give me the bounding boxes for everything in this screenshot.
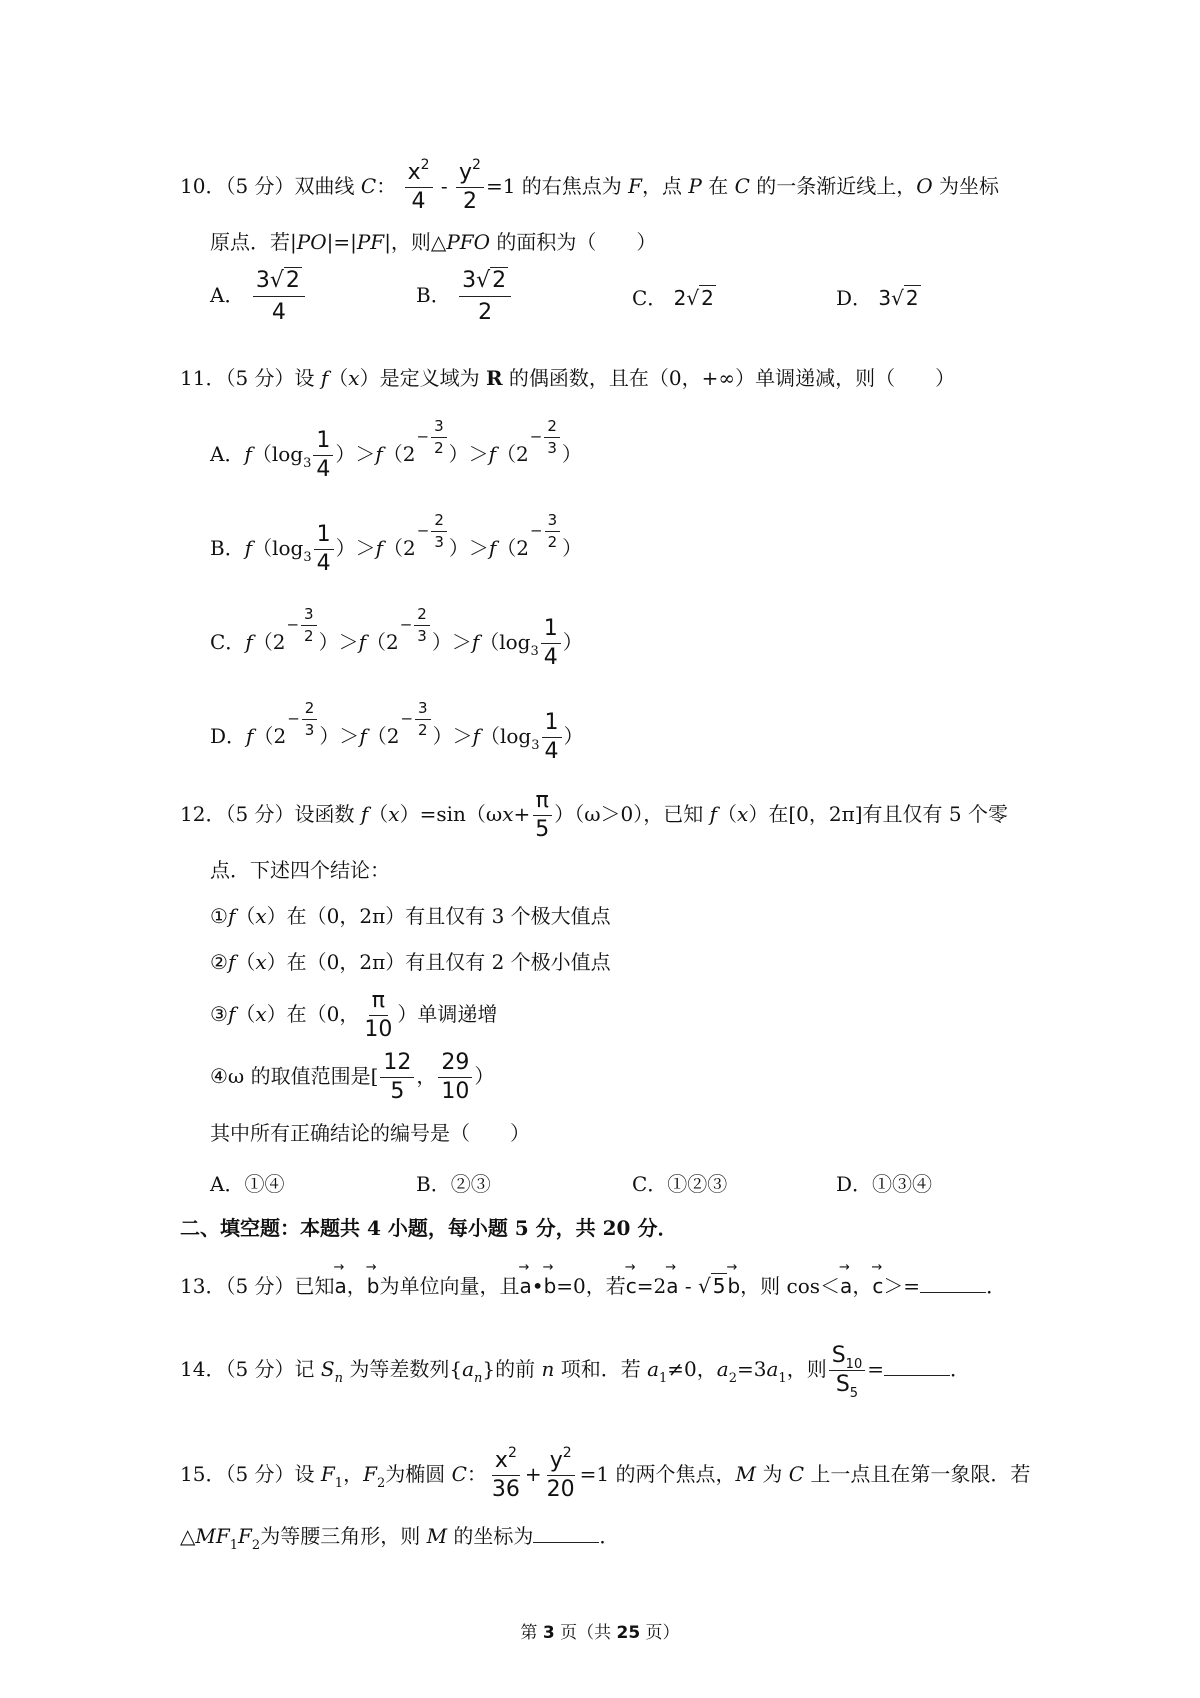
q12-option-c: C．①②③ — [632, 1172, 728, 1196]
q13-stem: 13．（5 分）已知→ a，→ b为单位向量，且→ a•→ b=0，若→ c=2→ a - √ 5→ b，则 cos＜→ a，→ c＞= ． — [180, 1272, 1006, 1296]
fraction: $\frac{3√2}{2}$ — [459, 268, 511, 325]
q12-conclusion-4: ④ω 的取值范围是[ $\frac{12}{5}$ ， $\frac{29}{10}$ ） — [210, 1050, 495, 1104]
fraction: $\frac{\pi}{5}$ — [532, 790, 552, 841]
fraction: $\frac{\pi}{10}$ — [364, 988, 393, 1042]
fraction: $\frac{1}{4}$ — [542, 712, 562, 763]
q15-stem-line2: $\triangle MF_1F_2$为等腰三角形，则 M 的坐标为 ． — [180, 1524, 620, 1553]
q10-stem-line2: 原点．若|PO|=|PF|，则△PFO 的面积为（ ） — [210, 230, 657, 254]
fraction: $\frac{29}{10}$ — [438, 1052, 472, 1103]
fraction: $\frac{1}{4}$ — [541, 618, 561, 669]
fraction: $\frac{y^2}{2}$ — [456, 162, 484, 213]
q10-stem: 10．（5 分）双曲线 C： $\frac{x^2}{4}$ - $\frac{y^2}{2}$ =1 的右焦点为 F，点 P 在 C 的一条渐近线上，O 为坐标 — [180, 157, 1000, 214]
q11-option-b: B．$f(\log_3$ $\frac{1}{4}$ ）＞f（2− $\frac{2}{3}$ ）＞f（2− $\frac{3}{2}$ ） — [210, 510, 583, 576]
q11-stem: 11．（5 分）设 f（x）是定义域为 R 的偶函数，且在（0，+∞）单调递减，则（ ） — [180, 366, 956, 390]
fraction: $\frac{x^2}{4}$ — [405, 162, 433, 213]
fraction: $\frac{x^2}{36}$ — [491, 1445, 520, 1502]
q11-option-d: D．f（2− $\frac{2}{3}$ ）＞f（2− $\frac{3}{2}$ ）$>f(\log_3$ $\frac{1}{4}$ ） — [210, 698, 584, 764]
page-number: 3 — [542, 1623, 555, 1643]
q10-option-c: C． 2√ 2 — [632, 286, 714, 310]
page-footer: 第 3 页（共 25 页） — [520, 1623, 680, 1643]
q11-option-a: A．$f(\log_3$ $\frac{1}{4}$ ）＞f（2− $\frac{3}{2}$ ）＞f（2− $\frac{2}{3}$ ） — [210, 416, 582, 482]
q14-stem: 14．（5 分）记 $S_n$ 为等差数列$\{a_n\}$的前 n 项和．若 $a_1\ne 0$，$a_2=3a_1$，则 $\frac{S_{10}}{S_5}$ = ． — [180, 1343, 970, 1401]
q10-option-d: D． 3√ 2 — [836, 286, 919, 310]
answer-blank[interactable] — [920, 1272, 986, 1293]
answer-blank[interactable] — [884, 1355, 950, 1376]
fraction: $\frac{12}{5}$ — [380, 1052, 414, 1103]
q15-stem: 15．（5 分）设 $F_1$，$F_2$为椭圆 C： $\frac{x^2}{36}$ + $\frac{y^2}{20}$ =1 的两个焦点，M 为 C 上一点且在第一象限．若 — [180, 1445, 1031, 1502]
q12-conclusion-2: ②f（x）在（0，2π）有且仅有 2 个极小值点 — [210, 950, 611, 974]
fraction: $\frac{1}{4}$ — [313, 430, 333, 481]
q11-option-c: C．f（2− $\frac{3}{2}$ ）＞f（2− $\frac{2}{3}$ ）$>f(\log_3$ $\frac{1}{4}$ ） — [210, 604, 583, 670]
section-heading: 二、填空题：本题共 4 小题，每小题 5 分，共 20 分． — [180, 1216, 678, 1240]
q12-conclusion-3: ③f（x）在（0， $\frac{\pi}{10}$ ）单调递增 — [210, 988, 498, 1042]
q12-option-a: A．①④ — [210, 1172, 285, 1196]
fraction: $\frac{S_{10}}{S_5}$ — [829, 1345, 866, 1396]
q12-ask: 其中所有正确结论的编号是（ ） — [210, 1121, 530, 1145]
fraction: $\frac{y^2}{20}$ — [546, 1445, 575, 1502]
answer-blank[interactable] — [533, 1522, 599, 1543]
q10-option-b: B． $\frac{3√2}{2}$ — [416, 268, 513, 325]
fraction: $\frac{1}{4}$ — [314, 524, 334, 575]
total-pages: 25 — [616, 1623, 641, 1643]
q12-stem-line2: 点．下述四个结论： — [210, 858, 390, 882]
q12-stem: 12．（5 分）设函数 f（x）=sin（ωx+ $\frac{\pi}{5}$ ）（ω＞0），已知 f（x）在[0，2π]有且仅有 5 个零 — [180, 788, 1008, 842]
fraction: $\frac{3√2}{4}$ — [253, 268, 305, 325]
q12-option-b: B．②③ — [416, 1172, 491, 1196]
q12-option-d: D．①③④ — [836, 1172, 933, 1196]
q10-option-a: A． $\frac{3√2}{4}$ — [210, 268, 307, 325]
q12-conclusion-1: ①f（x）在（0，2π）有且仅有 3 个极大值点 — [210, 904, 611, 928]
